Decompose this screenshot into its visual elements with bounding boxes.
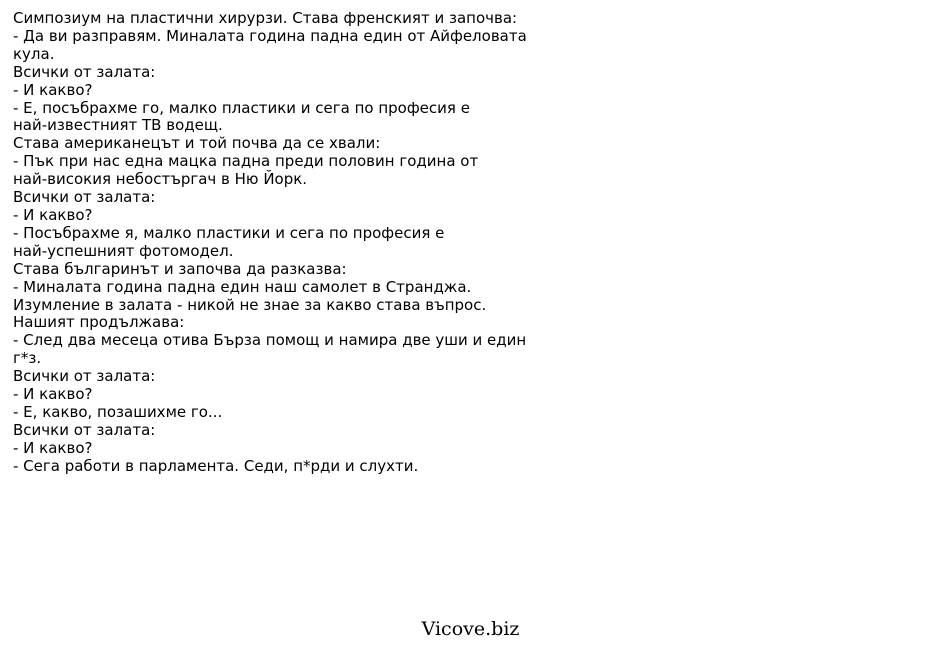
joke-line: Всички от залата: — [13, 420, 156, 439]
joke-line: - И какво? — [13, 438, 93, 457]
joke-line: Всички от залата: — [13, 62, 156, 81]
joke-line: - Да ви разправям. Миналата година падна един от Айфеловата — [13, 26, 527, 45]
joke-line: - Е, какво, позашихме го... — [13, 402, 223, 421]
joke-line: Нашият продължава: — [13, 313, 185, 332]
joke-line: най-успешният фотомодел. — [13, 241, 234, 260]
joke-line: г*з. — [13, 349, 42, 368]
joke-line: Става американецът и той почва да се хвали: — [13, 134, 381, 153]
joke-line: - И какво? — [13, 205, 93, 224]
joke-line: - Е, посъбрахме го, малко пластики и сега по професия е — [13, 98, 470, 117]
joke-line: най-известният ТВ водещ. — [13, 116, 223, 135]
joke-line: - Посъбрахме я, малко пластики и сега по професия е — [13, 223, 445, 242]
joke-line: кула. — [13, 44, 55, 63]
joke-line: - Миналата година падна един наш самолет в Странджа. — [13, 277, 472, 296]
joke-line: - И какво? — [13, 80, 93, 99]
joke-line: Всички от залата: — [13, 188, 156, 207]
joke-line: - Сега работи в парламента. Седи, п*рди и слухти. — [13, 456, 419, 475]
joke-text — [13, 10, 573, 476]
site-watermark: Vicove.biz — [421, 618, 520, 640]
joke-line: Симпозиум на пластични хирурзи. Става френският и започва: — [13, 9, 518, 27]
joke-line: Става българинът и започва да разказва: — [13, 259, 347, 278]
joke-line: - Пък при нас една мацка падна преди половин година от — [13, 152, 479, 171]
joke-line: най-високия небостъргач в Ню Йорк. — [13, 170, 308, 189]
joke-line: - След два месеца отива Бърза помощ и намира две уши и един — [13, 331, 527, 350]
joke-line: - И какво? — [13, 385, 93, 404]
joke-line: Всички от залата: — [13, 367, 156, 386]
joke-line: Изумление в залата - никой не знае за какво става въпрос. — [13, 295, 487, 314]
